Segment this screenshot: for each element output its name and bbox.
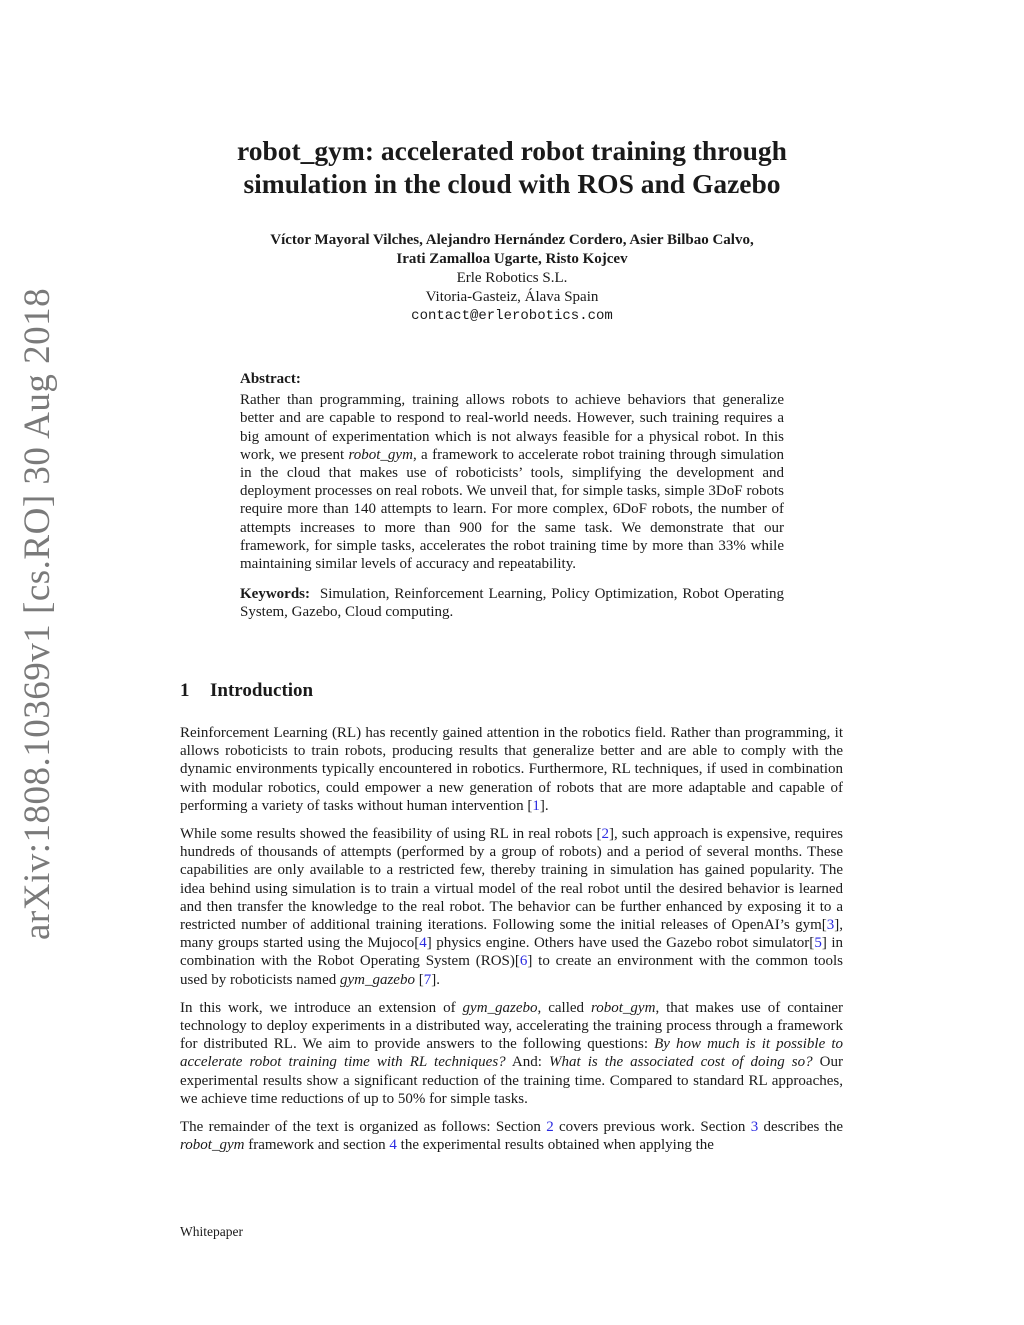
section-number: 1 xyxy=(180,680,190,701)
title-line-1: robot_gym: accelerated robot training through xyxy=(237,135,787,166)
paragraph: Reinforcement Learning (RL) has recently gained attention in the robotics field. Rather than programming, it allows roboticists to train robots, producing results that generalize better and are able to comply with the dynamic environments typically encountered in robotics. Furthermore, RL techniques, if used in combination with modular robotics, could empower a new generation of robots that are more adaptable and capable of performing a variety of tasks without human intervention [1]. xyxy=(180,725,843,814)
keywords-list: Simulation, Reinforcement Learning, Policy Optimization, Robot Operating System, Gazebo, Cloud computing. xyxy=(240,586,784,621)
citation-link[interactable]: 5 xyxy=(814,935,822,952)
author-block xyxy=(180,231,844,326)
introduction-body xyxy=(180,724,843,1164)
location: Vitoria-Gasteiz, Álava Spain xyxy=(425,289,599,305)
keywords-label: Keywords: xyxy=(240,586,310,603)
section-heading-introduction xyxy=(180,680,313,702)
paper-title xyxy=(180,134,844,200)
paragraph: While some results showed the feasibility of using RL in real robots [2], such approach is expensive, requires hundreds of thousands of attempts (performed by a group of robots) and a period of several months. These capabilities are only available to a restricted few, thereby training in simulation has gained popularity. The idea behind using simulation is to train a virtual model of the real robot until the desired behavior is learned and then transfer the knowledge to the real robot. The behavior can be further enhanced by exposing it to a restricted number of additional training iterations. Following some the initial releases of OpenAI’s gym[3], many groups started using the Mujoco[4] physics engine. Others have used the Gazebo robot simulator[5] in combination with the Robot Operating System (ROS)[6] to create an environment with the common tools used by roboticists named gym_gazebo [7]. xyxy=(180,826,843,988)
contact-email: contact@erlerobotics.com xyxy=(411,308,613,324)
section-link[interactable]: 4 xyxy=(389,1137,397,1154)
citation-link[interactable]: 2 xyxy=(601,826,610,843)
paragraph: The remainder of the text is organized as follows: Section 2 covers previous work. Section 3 describes the robot_gym framework and section 4 the experimental results obtained when applying the xyxy=(180,1119,843,1154)
section-link[interactable]: 2 xyxy=(546,1119,554,1136)
framework-name: robot_gym xyxy=(348,446,413,463)
affiliation: Erle Robotics S.L. xyxy=(456,270,568,286)
author-names-line-1: Víctor Mayoral Vilches, Alejandro Hernández Cordero, Asier Bilbao Calvo, xyxy=(270,232,754,248)
section-link[interactable]: 3 xyxy=(750,1119,759,1136)
paragraph: In this work, we introduce an extension of gym_gazebo, called robot_gym, that makes use of container technology to deploy experiments in a distributed way, accelerating the training process through a framework for distributed RL. We aim to provide answers to the following questions: By how much is it possible to accelerate robot training time with RL techniques? And: What is the associated cost of doing so? Our experimental results show a significant reduction of the training time. Compared to standard RL approaches, we achieve time reductions of up to 50% for simple tasks. xyxy=(180,999,844,1107)
citation-link[interactable]: 3 xyxy=(826,917,835,934)
author-names-line-2: Irati Zamalloa Ugarte, Risto Kojcev xyxy=(396,251,628,267)
citation-link[interactable]: 4 xyxy=(419,935,427,952)
keywords xyxy=(240,585,784,621)
page-footer: Whitepaper xyxy=(180,1224,243,1239)
section-title: Introduction xyxy=(210,680,314,701)
abstract xyxy=(240,370,784,622)
citation-link[interactable]: 7 xyxy=(423,971,432,988)
title-line-2: simulation in the cloud with ROS and Gazebo xyxy=(243,168,781,199)
abstract-heading: Abstract: xyxy=(240,371,301,387)
citation-link[interactable]: 6 xyxy=(519,953,528,970)
abstract-text: Rather than programming, training allows robots to achieve behaviors that generalize better and are capable to respond to real-world needs. However, such training requires a big amount of experimentation which is not always feasible for a physical robot. In this work, we present robot_gym, a framework to accelerate robot training through simulation in the cloud that makes use of roboticists’ tools, simplifying the development and deployment processes on real robots. We unveil that, for simple tasks, simple 3DoF robots require more than 140 attempts to learn. For more complex, 6DoF robots, the number of attempts increases to more than 900 for the same task. We demonstrate that our framework, for simple tasks, accelerates the robot training time by more than 33% while maintaining similar levels of accuracy and repeatability. xyxy=(240,392,784,573)
arxiv-identifier: arXiv:1808.10369v1 [cs.RO] 30 Aug 2018 xyxy=(17,287,58,940)
citation-link[interactable]: 1 xyxy=(532,797,540,814)
